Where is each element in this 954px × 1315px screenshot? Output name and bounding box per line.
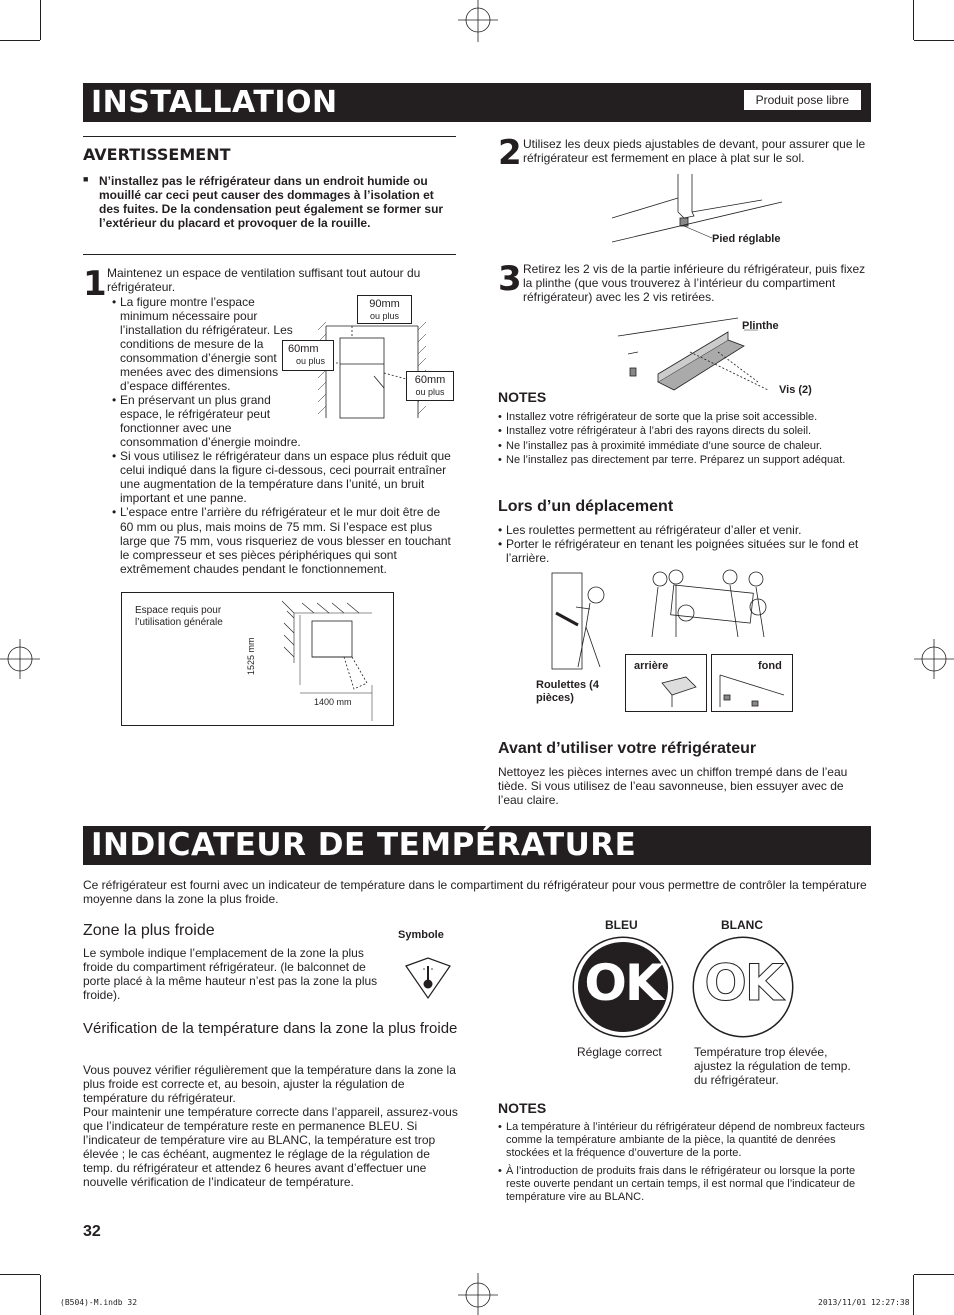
- crop-mark: [40, 1275, 41, 1315]
- crop-mark: [0, 40, 40, 41]
- registration-mark-icon: [455, 0, 501, 46]
- bottom-handle-inset: [711, 654, 793, 712]
- blue-indicator: [574, 938, 672, 1036]
- moving-person-illustration: [540, 567, 630, 677]
- white-label: BLANC: [721, 918, 763, 932]
- crop-mark: [914, 1274, 954, 1275]
- indicator-banner: [83, 826, 871, 865]
- white-caption: Température trop élevée, ajustez la régulation de temp. du réfrigérateur.: [694, 1045, 851, 1088]
- freestanding-tag: Produit pose libre: [744, 90, 861, 110]
- coldest-zone-text: Le symbole indique l’emplacement de la zone la plus froide du compartiment réfrigérateur. (le balconnet de porte placé à la même hauteur n’est pas la zone la plus froide).: [83, 946, 378, 1003]
- notes-list: [498, 410, 868, 467]
- installation-banner: [83, 83, 871, 122]
- check-paragraph: Vous pouvez vérifier régulièrement que la température dans la zone la plus froide est correcte et, au besoin, ajuster la régulation de température du réfrigérateur.: [83, 1063, 456, 1106]
- symbol-label: Symbole: [398, 929, 444, 941]
- check-text: [83, 1063, 458, 1189]
- indicator-title: INDICATEUR DE TEMPÉRATURE: [91, 827, 637, 863]
- crop-mark: [913, 1275, 914, 1315]
- rollers-label: Roulettes (4 pièces): [536, 679, 599, 704]
- page-number: 32: [83, 1223, 101, 1240]
- warning-text: N’installez pas le réfrigérateur dans un endroit humide ou mouillé car ceci peut causer des dommages à l’isolation et des fuites. De la condensation peut également se former sur l’extérieur du placard et provoquer de la rouille.: [99, 174, 444, 231]
- coldest-zone-symbol-icon: [402, 956, 454, 1002]
- dimension-left: 60mm: [288, 343, 319, 355]
- crop-mark: [0, 1274, 40, 1275]
- dimension-right-box: [406, 371, 454, 401]
- step-number: 3: [498, 259, 522, 299]
- check-heading: Vérification de la température dans la zone la plus froide: [83, 1020, 458, 1037]
- registration-mark-icon: [455, 1270, 501, 1315]
- installation-title: INSTALLATION: [91, 85, 338, 120]
- square-bullet-icon: ■: [83, 174, 89, 184]
- step-number: 1: [83, 264, 107, 304]
- plinth-label: Plinthe: [742, 320, 779, 332]
- indicator-intro: Ce réfrigérateur est fourni avec un indicateur de température dans le compartiment du réfrigérateur pour vous permettre de contrôler la température moyenne dans la zone la plus froide.: [83, 878, 867, 907]
- list-item: • En préservant un plus grand espace, le réfrigérateur peut fonctionner avec une consommation d’énergie moindre.: [112, 393, 302, 449]
- white-ok-text: OK: [704, 954, 782, 1012]
- moving-heading: Lors d’un déplacement: [498, 498, 674, 515]
- before-use-heading: Avant d’utiliser votre réfrigérateur: [498, 740, 757, 757]
- height-dimension: 1525 mm: [246, 637, 256, 675]
- footer-timestamp: 2013/11/01 12:27:38: [818, 1298, 910, 1307]
- indicator-notes-list: [498, 1121, 868, 1204]
- moving-list: [498, 523, 868, 565]
- list-item: • La figure montre l’espace minimum nécessaire pour l’installation du réfrigérateur. Les conditions de mesure de la consommation d’énergie sont menées avec des dimensions d’espace différentes.: [112, 295, 302, 393]
- dimension-top: 90mm: [369, 298, 400, 310]
- step1-text: Maintenez un espace de ventilation suffisant tout autour du réfrigérateur.: [107, 266, 421, 295]
- dimension-left-box: [282, 340, 334, 371]
- blue-ok-text: OK: [584, 954, 662, 1012]
- dimension-right: 60mm: [414, 374, 446, 386]
- list-item: • À l’introduction de produits frais dans le réfrigérateur ou lorsque la porte reste ouverte pendant un certain temps, il est normal que l’indicateur de température vire au BLANC.: [498, 1165, 868, 1205]
- space-required-figure: [121, 592, 394, 726]
- footer-file-info: (B504)-M.indb 32: [60, 1298, 138, 1307]
- check-paragraph: Pour maintenir une température correcte dans l’appareil, assurez-vous que l’indicateur de température reste en permanence BLEU. Si l’indicateur de température vire au BLANC, la température est trop élevée ; le cas échéant, augmentez le réglage de la régulation de temp. du réfrigérateur et attendez 6 heures avant d’effectuer une nouvelle vérification de l’indicateur de température.: [83, 1105, 458, 1190]
- step2-text: Utilisez les deux pieds ajustables de devant, pour assurer que le réfrigérateur est fermement en place à plat sur le sol.: [523, 137, 866, 166]
- rear-handle-inset: [625, 654, 707, 712]
- bottom-label: fond: [758, 660, 782, 672]
- list-item: • Les roulettes permettent au réfrigérateur d’aller et venir.: [498, 523, 868, 537]
- list-item: • Installez votre réfrigérateur de sorte que la prise soit accessible.: [498, 410, 868, 424]
- white-indicator: [694, 938, 792, 1036]
- dimension-top-box: [357, 295, 412, 324]
- warning-block: [83, 174, 448, 230]
- adjustable-foot-label: Pied réglable: [712, 233, 781, 245]
- blue-label: BLEU: [605, 918, 638, 932]
- list-item: • Ne l’installez pas directement par terre. Préparez un support adéquat.: [498, 453, 868, 467]
- notes-heading: NOTES: [498, 389, 547, 405]
- blue-caption: Réglage correct: [577, 1045, 662, 1059]
- crop-mark: [40, 0, 41, 40]
- registration-mark-icon: [914, 636, 954, 682]
- list-item: • Installez votre réfrigérateur à l’abri des rayons directs du soleil.: [498, 424, 868, 438]
- list-item: • Ne l’installez pas à proximité immédiate d’une source de chaleur.: [498, 439, 868, 453]
- divider: [83, 254, 456, 255]
- registration-mark-icon: [0, 636, 40, 682]
- rear-label: arrière: [634, 660, 669, 672]
- bottom-handle-icon: [714, 671, 790, 711]
- indicator-notes-heading: NOTES: [498, 1100, 547, 1116]
- step3-text: Retirez les 2 vis de la partie inférieure du réfrigérateur, puis fixez la plinthe (que vous trouverez à l’intérieur du compartiment réfrigérateur) avec les 2 vis retirées.: [523, 262, 866, 305]
- crop-mark: [914, 40, 954, 41]
- coldest-zone-heading: [83, 922, 215, 941]
- crop-mark: [913, 0, 914, 40]
- dimension-qualifier: ou plus: [295, 355, 325, 366]
- divider: [83, 136, 456, 137]
- list-item: • Porter le réfrigérateur en tenant les poignées situées sur le fond et l’arrière.: [498, 537, 868, 565]
- step-number: 2: [498, 133, 522, 173]
- space-plan-diagram: [122, 593, 394, 726]
- list-item: • Si vous utilisez le réfrigérateur dans un espace plus réduit que celui indiqué dans la figure ci-dessous, ceci pourrait entraîner une augmentation de la température dans l’unité, un bruit important et une panne.: [112, 449, 452, 505]
- rear-handle-icon: [656, 673, 704, 709]
- space-required-label: Espace requis pour l’utilisation générale: [135, 605, 223, 628]
- width-dimension: 1400 mm: [314, 697, 352, 707]
- dimension-qualifier: ou plus: [369, 310, 400, 321]
- warning-heading: AVERTISSEMENT: [83, 145, 231, 164]
- plinth-illustration: [618, 312, 818, 392]
- coldest-zone-title: Zone la plus froide: [83, 922, 215, 939]
- two-people-carrying-illustration: [630, 567, 790, 647]
- screws-label: Vis (2): [779, 384, 812, 396]
- before-use-text: Nettoyez les pièces internes avec un chiffon trempé dans de l’eau tiède. Si vous utilisez de l’eau savonneuse, bien essuyer avec de l’eau claire.: [498, 765, 848, 808]
- list-item: • L’espace entre l’arrière du réfrigérateur et le mur doit être de 60 mm ou plus, mais moins de 75 mm. Si l’espace est plus large que 75 mm, vous risqueriez de vous blesser en touchant le compresseur et ses pièces périphériques qui sont extrêmement chaudes pendant le fonctionnement.: [112, 505, 452, 575]
- dimension-qualifier: ou plus: [415, 386, 445, 397]
- list-item: • La température à l’intérieur du réfrigérateur dépend de nombreux facteurs comme la température ambiante de la pièce, la quantité de denrées stockées et la fréquence d’ouverture de la porte.: [498, 1121, 868, 1161]
